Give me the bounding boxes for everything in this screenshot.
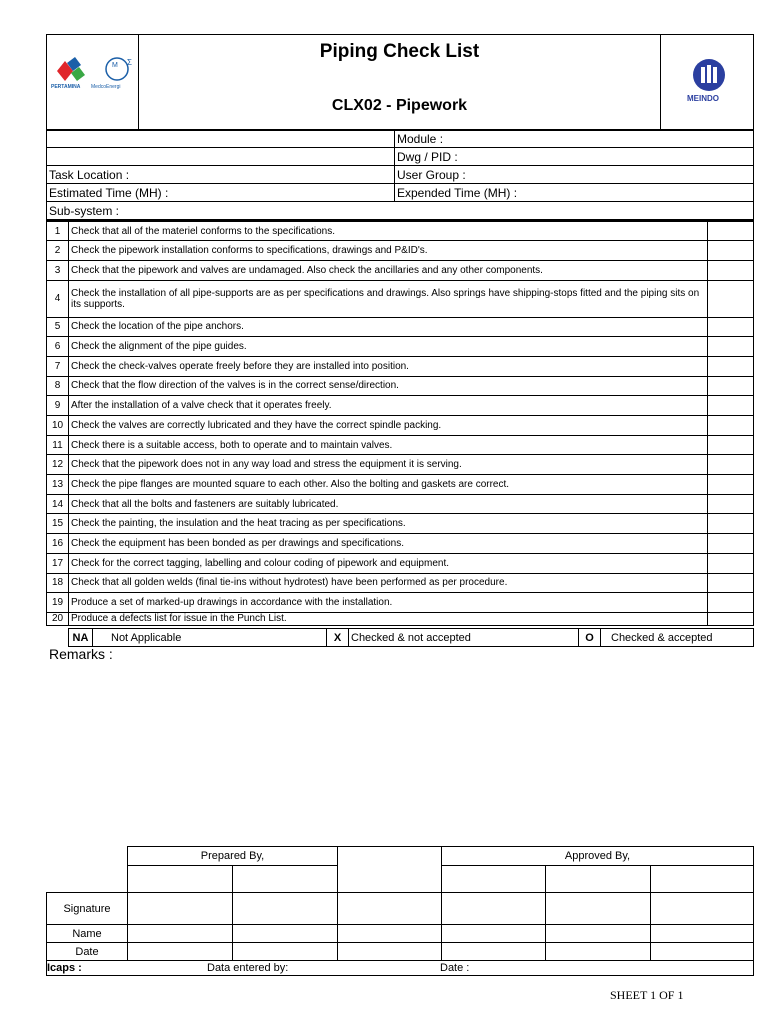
checklist-item-text: Check the valves are correctly lubricated and they have the correct spindle packing. — [69, 416, 708, 436]
checklist-row — [47, 416, 754, 436]
legend-x-label: Checked & not accepted — [349, 629, 579, 647]
checklist-row — [47, 260, 754, 280]
checklist-item-text: Check that the flow direction of the valves is in the correct sense/direction. — [69, 376, 708, 396]
checklist-item-status-cell[interactable] — [708, 221, 754, 241]
checklist-row — [47, 435, 754, 455]
name-cell[interactable] — [546, 925, 651, 943]
checklist-row — [47, 475, 754, 495]
checklist-item-status-cell[interactable] — [708, 514, 754, 534]
checklist-item-number: 9 — [47, 396, 69, 416]
checklist-row — [47, 612, 754, 625]
info-blank — [47, 148, 395, 166]
name-cell[interactable] — [651, 925, 754, 943]
checklist-item-number: 11 — [47, 435, 69, 455]
name-cell[interactable] — [233, 925, 338, 943]
checklist-item-text: Produce a defects list for issue in the Punch List. — [69, 612, 708, 625]
checklist-item-number: 20 — [47, 612, 69, 625]
data-entered-label: Data entered by: — [207, 962, 289, 974]
checklist-item-number: 17 — [47, 553, 69, 573]
prepared-cell[interactable] — [128, 866, 233, 893]
pertamina-logo-text: PERTAMINA — [51, 84, 81, 90]
checklist-row — [47, 337, 754, 357]
checklist-row — [47, 376, 754, 396]
checklist-item-number: 3 — [47, 260, 69, 280]
checklist-row — [47, 514, 754, 534]
checklist-item-number: 2 — [47, 241, 69, 261]
signoff-table — [46, 846, 754, 976]
signature-cell[interactable] — [442, 893, 546, 925]
checklist-item-number: 7 — [47, 356, 69, 376]
svg-text:Σ: Σ — [127, 58, 132, 67]
checklist-item-status-cell[interactable] — [708, 435, 754, 455]
checklist-item-status-cell[interactable] — [708, 376, 754, 396]
checklist-item-text: Check the installation of all pipe-supports are as per specifications and drawings. Also springs have shipping-stops fitted and the piping sits on its supports. — [69, 280, 708, 317]
user-group-field[interactable]: User Group : — [395, 166, 754, 184]
checklist-item-number: 18 — [47, 573, 69, 593]
signature-cell[interactable] — [651, 893, 754, 925]
date-cell[interactable] — [128, 943, 233, 961]
sig-spacer — [338, 847, 442, 893]
page-title: Piping Check List — [319, 41, 480, 62]
header-table — [46, 34, 754, 131]
date-cell[interactable] — [338, 943, 442, 961]
checklist-item-text: Check that all golden welds (final tie-ins without hydrotest) have been performed as per procedure. — [69, 573, 708, 593]
checklist-item-status-cell[interactable] — [708, 455, 754, 475]
signature-cell[interactable] — [233, 893, 338, 925]
checklist-row — [47, 317, 754, 337]
name-cell[interactable] — [442, 925, 546, 943]
checklist-item-status-cell[interactable] — [708, 337, 754, 357]
name-label: Name — [47, 925, 128, 943]
date-cell[interactable] — [651, 943, 754, 961]
meindo-logo-cell — [661, 35, 754, 131]
date-cell[interactable] — [442, 943, 546, 961]
checklist-row — [47, 553, 754, 573]
checklist-item-status-cell[interactable] — [708, 593, 754, 613]
checklist-item-number: 5 — [47, 317, 69, 337]
checklist-item-text: Check for the correct tagging, labelling and colour coding of pipework and equipment. — [69, 553, 708, 573]
checklist-row — [47, 396, 754, 416]
legend-na-label: Not Applicable — [93, 629, 327, 647]
checklist-item-status-cell[interactable] — [708, 260, 754, 280]
company-logos — [47, 35, 139, 131]
checklist-item-text: Check that all the bolts and fasteners are suitably lubricated. — [69, 494, 708, 514]
checklist-row — [47, 280, 754, 317]
approved-cell[interactable] — [442, 866, 546, 893]
checklist-item-number: 8 — [47, 376, 69, 396]
checklist-item-status-cell[interactable] — [708, 280, 754, 317]
checklist-item-text: After the installation of a valve check that it operates freely. — [69, 396, 708, 416]
checklist-item-text: Check the pipe flanges are mounted square to each other. Also the bolting and gaskets are correct. — [69, 475, 708, 495]
checklist-row — [47, 573, 754, 593]
approved-cell[interactable] — [546, 866, 651, 893]
checklist-item-text: Check the check-valves operate freely before they are installed into position. — [69, 356, 708, 376]
approved-by-label: Approved By, — [442, 847, 754, 866]
icaps-row — [47, 961, 754, 976]
title-cell — [139, 35, 661, 131]
meindo-logo-text: MEINDO — [687, 94, 719, 103]
checklist-item-text: Check that the pipework does not in any way load and stress the equipment it is serving. — [69, 455, 708, 475]
module-field[interactable]: Module : — [395, 130, 754, 148]
signature-label: Signature — [47, 893, 128, 925]
name-cell[interactable] — [128, 925, 233, 943]
legend-na-code: NA — [69, 629, 93, 647]
checklist-item-status-cell[interactable] — [708, 573, 754, 593]
checklist-item-number: 4 — [47, 280, 69, 317]
checklist-item-number: 1 — [47, 221, 69, 241]
prepared-by-label: Prepared By, — [128, 847, 338, 866]
checklist-item-text: Check the alignment of the pipe guides. — [69, 337, 708, 357]
checklist-item-number: 13 — [47, 475, 69, 495]
checklist-item-status-cell[interactable] — [708, 534, 754, 554]
checklist-item-text: Produce a set of marked-up drawings in accordance with the installation. — [69, 593, 708, 613]
date-label: Date — [47, 943, 128, 961]
checklist-table — [46, 220, 754, 626]
legend-o-code: O — [579, 629, 601, 647]
checklist-item-text: Check the painting, the insulation and the heat tracing as per specifications. — [69, 514, 708, 534]
date-cell[interactable] — [233, 943, 338, 961]
checklist-item-status-cell[interactable] — [708, 317, 754, 337]
checklist-item-number: 15 — [47, 514, 69, 534]
checklist-item-status-cell[interactable] — [708, 356, 754, 376]
name-cell[interactable] — [338, 925, 442, 943]
checklist-item-text: Check the pipework installation conforms to specifications, drawings and P&ID's. — [69, 241, 708, 261]
medcoenergi-logo-text: MedcoEnergi — [91, 84, 121, 90]
checklist-item-status-cell[interactable] — [708, 396, 754, 416]
meindo-logo-icon — [689, 57, 729, 97]
dwg-field[interactable]: Dwg / PID : — [395, 148, 754, 166]
checklist-row — [47, 455, 754, 475]
checklist-item-number: 19 — [47, 593, 69, 613]
legend-x-code: X — [327, 629, 349, 647]
page-subtitle: CLX02 - Pipework — [331, 97, 468, 114]
info-table — [46, 129, 754, 220]
checklist-row — [47, 494, 754, 514]
checklist-item-number: 10 — [47, 416, 69, 436]
checklist-item-text: Check there is a suitable access, both to operate and to maintain valves. — [69, 435, 708, 455]
approved-cell[interactable] — [651, 866, 754, 893]
icaps-label: Icaps : — [47, 962, 82, 974]
task-location-field[interactable]: Task Location : — [47, 166, 395, 184]
estimated-time-field[interactable]: Estimated Time (MH) : — [47, 184, 395, 202]
legend-table — [68, 628, 754, 647]
checklist-row — [47, 593, 754, 613]
svg-text:M: M — [112, 62, 118, 69]
checklist-row — [47, 241, 754, 261]
checklist-item-number: 6 — [47, 337, 69, 357]
checklist-row — [47, 534, 754, 554]
checklist-item-number: 12 — [47, 455, 69, 475]
signature-cell[interactable] — [338, 893, 442, 925]
checklist-item-status-cell[interactable] — [708, 553, 754, 573]
legend-o-label: Checked & accepted — [601, 629, 754, 647]
checklist-row — [47, 221, 754, 241]
checklist-item-text: Check that the pipework and valves are undamaged. Also check the ancillaries and any other components. — [69, 260, 708, 280]
checklist-item-number: 14 — [47, 494, 69, 514]
checklist-item-status-cell[interactable] — [708, 612, 754, 625]
checklist-item-status-cell[interactable] — [708, 494, 754, 514]
medcoenergi-logo-icon — [103, 55, 137, 85]
signature-cell[interactable] — [128, 893, 233, 925]
info-blank — [47, 130, 395, 148]
checklist-item-text: Check the equipment has been bonded as per drawings and specifications. — [69, 534, 708, 554]
sub-system-field[interactable]: Sub-system : — [47, 202, 754, 220]
checklist-item-text: Check that all of the materiel conforms to the specifications. — [69, 221, 708, 241]
checklist-item-status-cell[interactable] — [708, 475, 754, 495]
expended-time-field[interactable]: Expended Time (MH) : — [395, 184, 754, 202]
checklist-item-number: 16 — [47, 534, 69, 554]
pertamina-logo-icon — [53, 57, 89, 87]
checklist-item-status-cell[interactable] — [708, 241, 754, 261]
remarks-label: Remarks : — [49, 646, 113, 662]
sheet-number: SHEET 1 OF 1 — [610, 988, 684, 1002]
date-cell[interactable] — [546, 943, 651, 961]
date-entered-label: Date : — [440, 962, 470, 974]
checklist-row — [47, 356, 754, 376]
checklist-item-status-cell[interactable] — [708, 416, 754, 436]
signature-cell[interactable] — [546, 893, 651, 925]
checklist-item-text: Check the location of the pipe anchors. — [69, 317, 708, 337]
prepared-cell[interactable] — [233, 866, 338, 893]
